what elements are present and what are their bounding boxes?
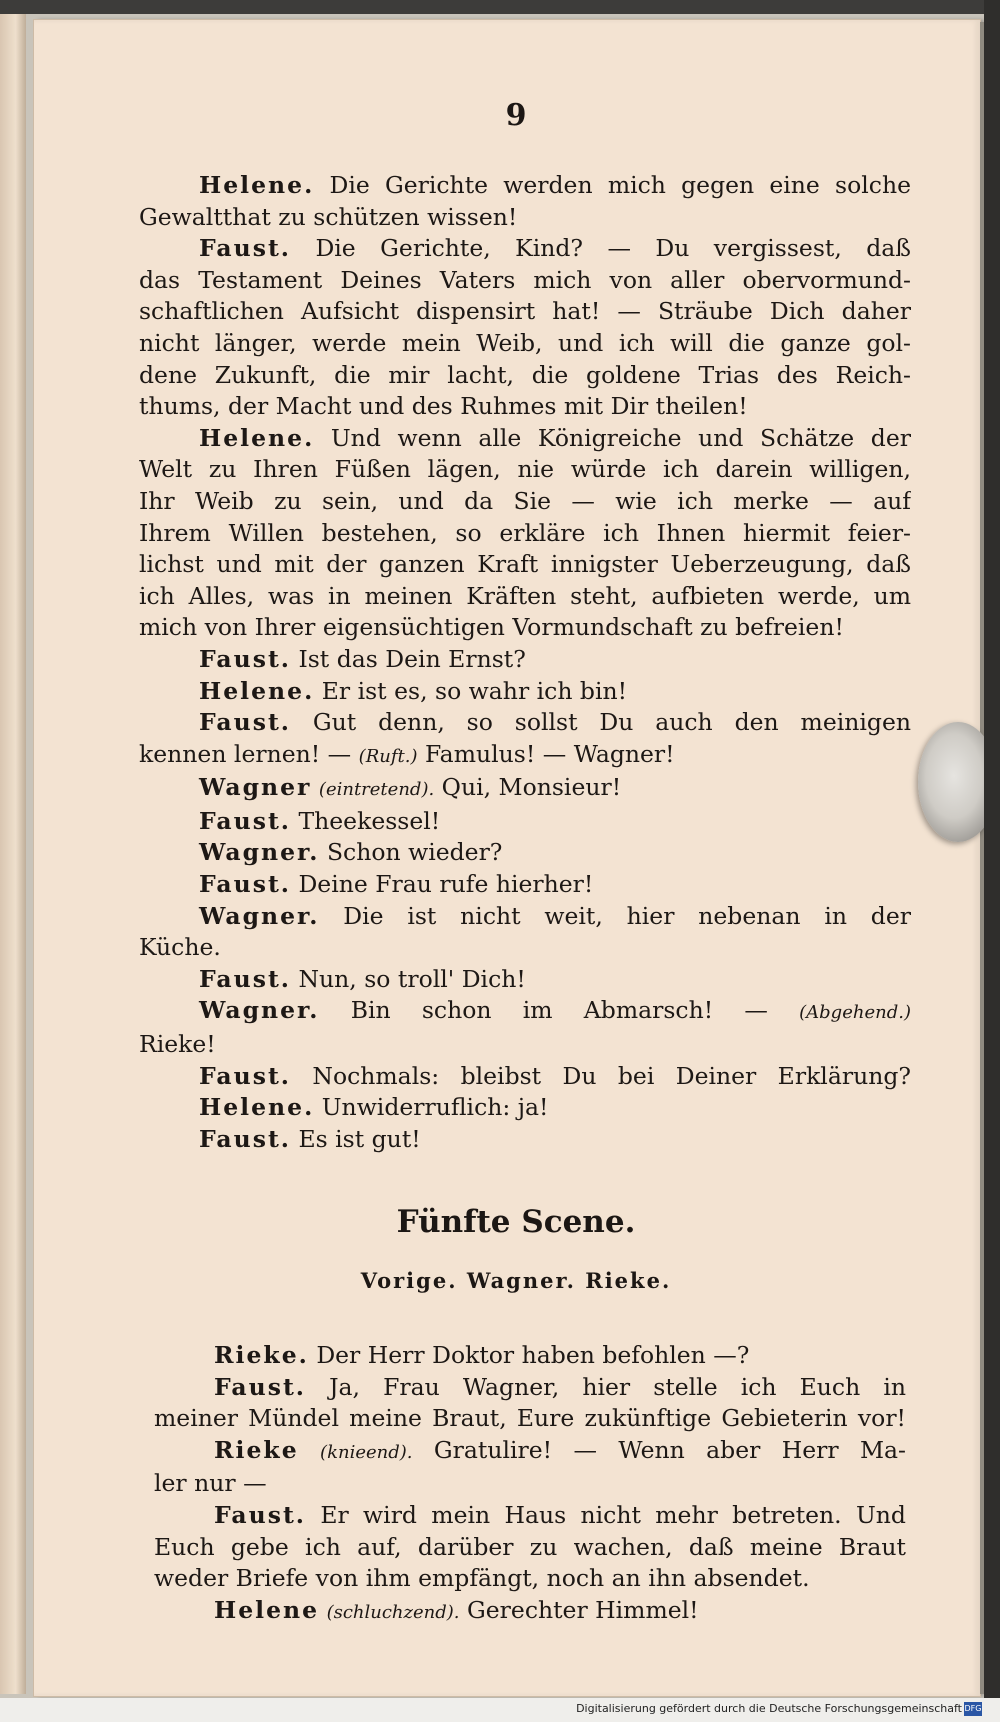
text-line bbox=[139, 964, 911, 996]
speaker-name: Faust. bbox=[199, 964, 291, 993]
text-line: mich von Ihrer eigensüchtigen Vormundschaft zu befreien! bbox=[139, 613, 844, 642]
text-line bbox=[154, 1435, 906, 1469]
text-line bbox=[139, 869, 911, 901]
speaker-name: Wagner. bbox=[199, 996, 320, 1025]
text-line: ich Alles, was in meinen Kräften steht, aufbieten werde, um bbox=[139, 581, 911, 610]
line-text: Die Gerichte, Kind? — Du vergissest, daß bbox=[315, 234, 911, 263]
book-page bbox=[34, 20, 980, 1696]
line-text: Er wird mein Haus nicht mehr betreten. Und bbox=[320, 1500, 906, 1529]
dialogue-block-2 bbox=[154, 1340, 906, 1628]
line-text: kennen lernen! — bbox=[139, 739, 352, 768]
line-text: Nun, so troll' Dich! bbox=[298, 964, 526, 993]
text-line: Ihrem Willen bestehen, so erkläre ich Ihnen hiermit feier- bbox=[139, 518, 911, 547]
speaker-name: Wagner. bbox=[199, 901, 320, 930]
text-line: thums, der Macht und des Ruhmes mit Dir theilen! bbox=[139, 392, 748, 421]
text-line: weder Briefe von ihm empfängt, noch an ihn absendet. bbox=[154, 1564, 810, 1593]
text-line bbox=[139, 644, 911, 676]
text-line bbox=[154, 1500, 906, 1532]
line-text: Gratulire! — Wenn aber Herr Ma- bbox=[433, 1435, 906, 1464]
text-line bbox=[139, 739, 911, 773]
text-line bbox=[154, 1372, 906, 1404]
scene-heading: Fünfte Scene. bbox=[396, 1204, 636, 1240]
text-line bbox=[139, 1092, 911, 1124]
speaker-name: Helene. bbox=[199, 423, 315, 452]
speaker-name: Faust. bbox=[199, 234, 291, 263]
page-number: 9 bbox=[505, 98, 527, 133]
speaker-name: Wagner. bbox=[199, 838, 320, 867]
stage-direction: (Ruft.) bbox=[358, 745, 418, 767]
line-text: Er ist es, so wahr ich bin! bbox=[321, 676, 628, 705]
speaker-name: Faust. bbox=[199, 708, 291, 737]
text-line bbox=[154, 1595, 906, 1629]
text-line: Welt zu Ihren Füßen lägen, nie würde ich darein willigen, bbox=[139, 455, 911, 484]
text-line bbox=[139, 1061, 911, 1093]
speaker-name: Faust. bbox=[214, 1500, 306, 1529]
speaker-name: Faust. bbox=[199, 1061, 291, 1090]
speaker-name: Faust. bbox=[214, 1372, 306, 1401]
line-text: Qui, Monsieur! bbox=[441, 773, 622, 802]
book-spine bbox=[0, 14, 26, 1694]
dfg-logo: DFG bbox=[964, 1702, 982, 1716]
line-text: Der Herr Doktor haben befohlen —? bbox=[316, 1341, 750, 1369]
stage-direction: (Abgehend.) bbox=[799, 1002, 911, 1024]
text-line bbox=[139, 806, 911, 838]
speaker-name: Rieke bbox=[214, 1435, 299, 1464]
line-text: Und wenn alle Königreiche und Schätze der bbox=[330, 423, 911, 452]
line-text: Die ist nicht weit, hier nebenan in der bbox=[343, 901, 911, 930]
line-text: Gerechter Himmel! bbox=[467, 1595, 699, 1624]
text-line: ler nur — bbox=[154, 1469, 267, 1498]
speaker-name: Helene. bbox=[199, 171, 315, 199]
line-text: Theekessel! bbox=[298, 806, 441, 835]
text-line bbox=[139, 837, 911, 869]
text-line bbox=[139, 1124, 911, 1156]
speaker-name: Helene bbox=[214, 1595, 320, 1624]
text-line bbox=[139, 170, 911, 202]
speaker-name: Rieke. bbox=[214, 1341, 309, 1369]
digitization-credit: Digitalisierung gefördert durch die Deutsche Forschungsgemeinschaft bbox=[576, 1702, 962, 1715]
line-text: Schon wieder? bbox=[326, 838, 503, 867]
text-line: lichst und mit der ganzen Kraft innigster Ueberzeugung, daß bbox=[139, 550, 911, 579]
stage-direction: (eintretend). bbox=[318, 779, 435, 801]
speaker-name: Faust. bbox=[199, 870, 291, 899]
line-text: Die Gerichte werden mich gegen eine solche bbox=[329, 171, 911, 199]
line-text: Gut denn, so sollst Du auch den meinigen bbox=[312, 708, 911, 737]
line-text: Bin schon im Abmarsch! — bbox=[350, 996, 768, 1025]
dialogue-block-1 bbox=[139, 170, 911, 1155]
scan-right-border bbox=[984, 0, 1000, 1722]
speaker-name: Helene. bbox=[199, 1093, 315, 1122]
scene-characters: Vorige. Wagner. Rieke. bbox=[360, 1268, 672, 1293]
stage-direction: (knieend). bbox=[320, 1441, 413, 1463]
scan-top-border bbox=[0, 0, 1000, 14]
line-text: Ist das Dein Ernst? bbox=[298, 644, 526, 673]
line-text: Ja, Frau Wagner, hier stelle ich Euch in bbox=[329, 1372, 906, 1401]
line-text: Deine Frau rufe hierher! bbox=[298, 870, 594, 899]
text-line bbox=[139, 423, 911, 455]
text-line bbox=[139, 995, 911, 1029]
speaker-name: Faust. bbox=[199, 644, 291, 673]
stage-direction: (schluchzend). bbox=[326, 1601, 460, 1623]
text-line bbox=[139, 233, 911, 265]
text-line: nicht länger, werde mein Weib, und ich will die ganze gol- bbox=[139, 328, 911, 357]
text-line bbox=[154, 1340, 906, 1372]
text-line: schaftlichen Aufsicht dispensirt hat! — Sträube Dich daher bbox=[139, 297, 911, 326]
text-line: meiner Mündel meine Braut, Eure zukünftige Gebieterin vor! bbox=[154, 1404, 906, 1433]
text-line: dene Zukunft, die mir lacht, die goldene Trias des Reich- bbox=[139, 360, 911, 389]
text-line bbox=[139, 707, 911, 739]
text-line: Küche. bbox=[139, 933, 221, 962]
text-line bbox=[139, 901, 911, 933]
line-text: Nochmals: bleibst Du bei Deiner Erklärung? bbox=[312, 1061, 911, 1090]
speaker-name: Faust. bbox=[199, 806, 291, 835]
speaker-name: Faust. bbox=[199, 1124, 291, 1153]
text-line: Euch gebe ich auf, darüber zu wachen, daß meine Braut bbox=[154, 1532, 906, 1561]
speaker-name: Wagner bbox=[199, 773, 312, 802]
text-line: Ihr Weib zu sein, und da Sie — wie ich merke — auf bbox=[139, 486, 911, 515]
speaker-name: Helene. bbox=[199, 676, 315, 705]
line-text: Es ist gut! bbox=[298, 1124, 421, 1153]
text-line bbox=[139, 676, 911, 708]
text-line: Rieke! bbox=[139, 1030, 216, 1059]
text-line: das Testament Deines Vaters mich von aller obervormund- bbox=[139, 265, 911, 294]
line-text: Unwiderruflich: ja! bbox=[321, 1093, 549, 1122]
text-line bbox=[139, 772, 911, 806]
text-line: Gewaltthat zu schützen wissen! bbox=[139, 202, 518, 231]
line-text: Famulus! — Wagner! bbox=[424, 739, 675, 768]
